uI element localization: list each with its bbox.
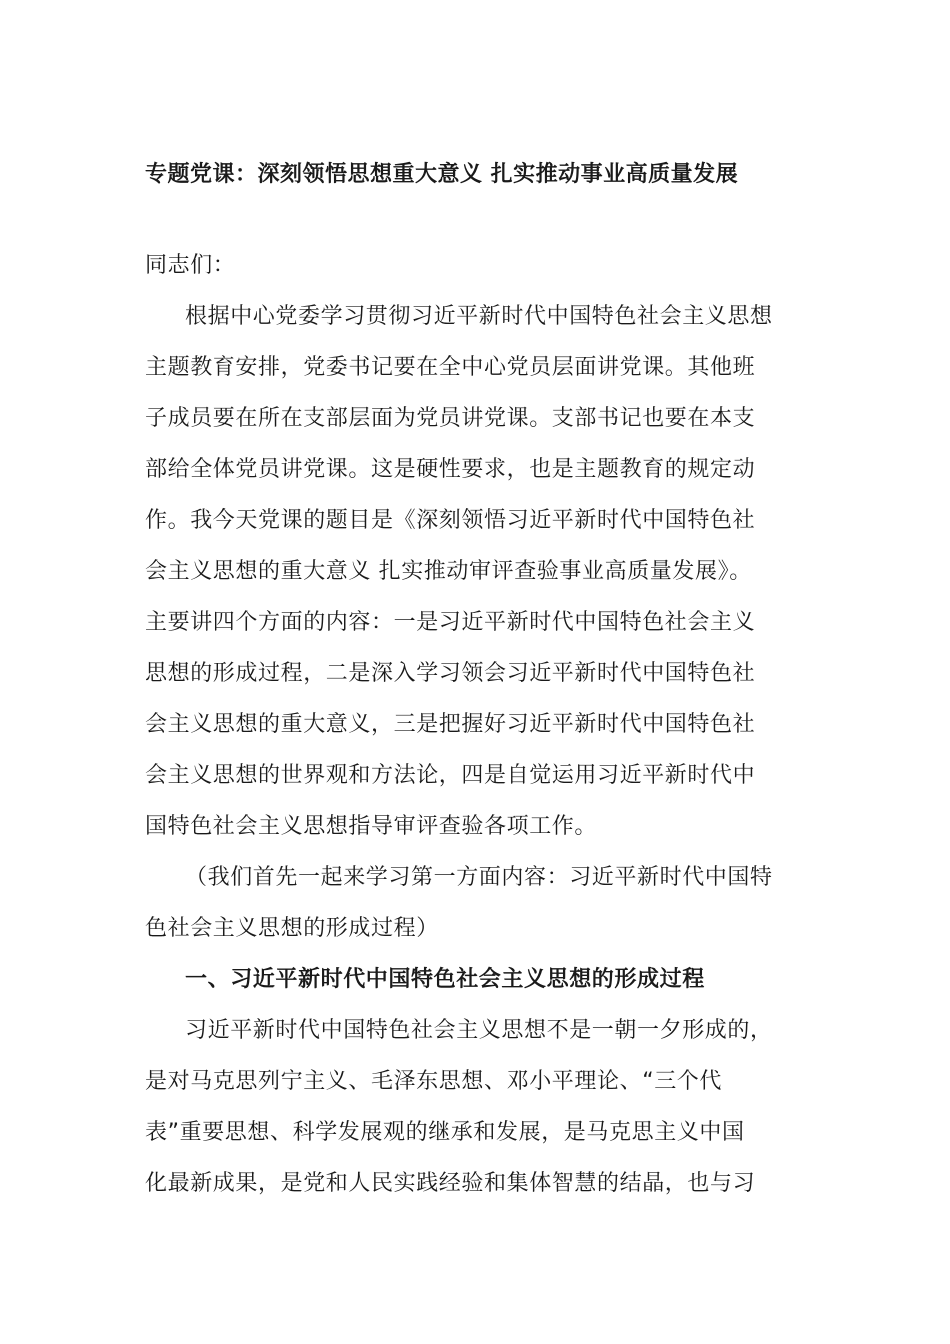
paragraph-line: 色社会主义思想的形成过程） — [145, 916, 439, 941]
paragraph-line: 会主义思想的世界观和方法论，四是自觉运用习近平新时代中 — [145, 763, 756, 788]
paragraph-line: 作。我今天党课的题目是《深刻领悟习近平新时代中国特色社 — [145, 508, 756, 533]
paragraph-line: （我们首先一起来学习第一方面内容：习近平新时代中国特 — [185, 865, 773, 890]
paragraph-line: 是对马克思列宁主义、毛泽东思想、邓小平理论、“三个代 — [145, 1069, 722, 1094]
paragraph-intro — [145, 291, 810, 852]
salutation: 同志们： — [145, 253, 236, 278]
paragraph-line: 子成员要在所在支部层面为党员讲党课。支部书记也要在本支 — [145, 406, 756, 431]
paragraph-line: 习近平新时代中国特色社会主义思想不是一朝一夕形成的， — [185, 1018, 773, 1043]
paragraph-line: 表”重要思想、科学发展观的继承和发展，是马克思主义中国 — [145, 1120, 745, 1145]
paragraph-line: 部给全体党员讲党课。这是硬性要求，也是主题教育的规定动 — [145, 457, 756, 482]
document-body — [145, 150, 810, 1209]
section-heading: 一、习近平新时代中国特色社会主义思想的形成过程 — [185, 967, 705, 992]
paragraph-transition — [145, 852, 810, 954]
document-title: 专题党课：深刻领悟思想重大意义 扎实推动事业高质量发展 — [145, 162, 739, 187]
paragraph-line: 根据中心党委学习贯彻习近平新时代中国特色社会主义思想 — [185, 304, 773, 329]
paragraph-line: 会主义思想的重大意义，三是把握好习近平新时代中国特色社 — [145, 712, 756, 737]
paragraph-line: 国特色社会主义思想指导审评查验各项工作。 — [145, 814, 598, 839]
paragraph-section-one — [145, 1005, 810, 1209]
paragraph-line: 化最新成果，是党和人民实践经验和集体智慧的结晶，也与习 — [145, 1171, 756, 1196]
paragraph-line: 主题教育安排，党委书记要在全中心党员层面讲党课。其他班 — [145, 355, 756, 380]
paragraph-line: 会主义思想的重大意义 扎实推动审评查验事业高质量发展》。 — [145, 559, 752, 584]
paragraph-line: 主要讲四个方面的内容：一是习近平新时代中国特色社会主义 — [145, 610, 756, 635]
paragraph-line: 思想的形成过程，二是深入学习领会习近平新时代中国特色社 — [145, 661, 756, 686]
